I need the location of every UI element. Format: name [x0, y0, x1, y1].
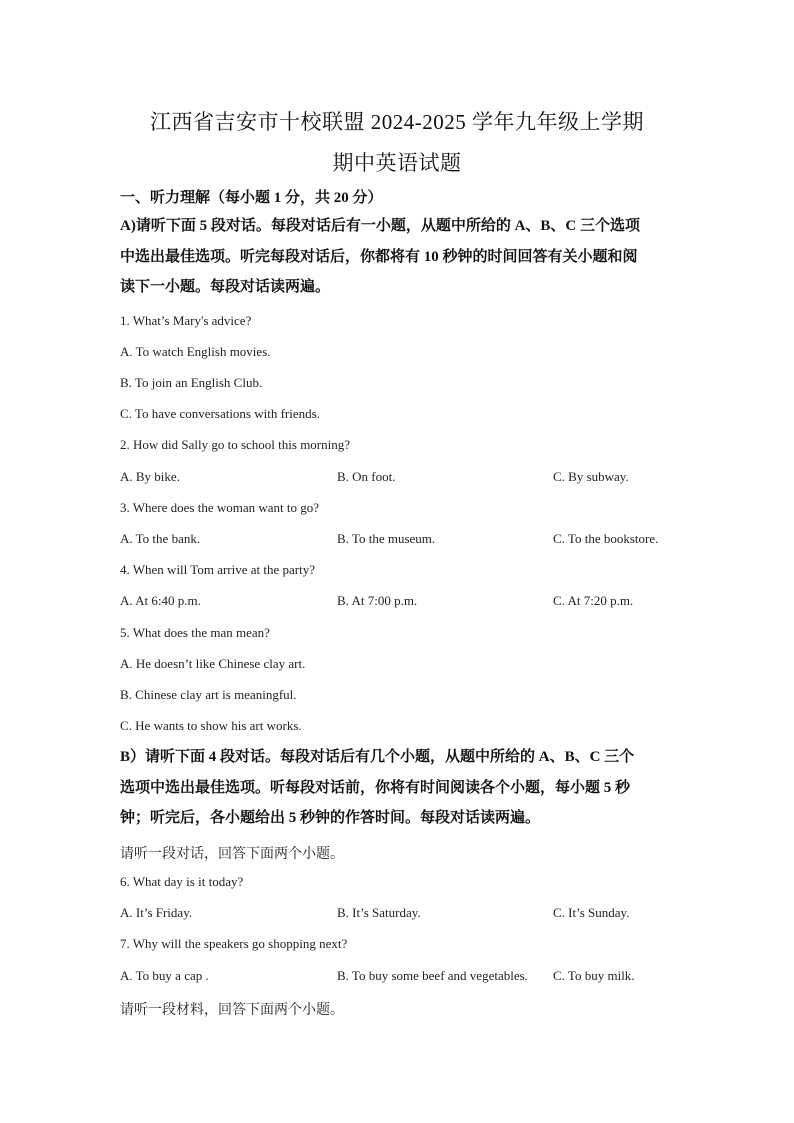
question-3-stem: 3. Where does the woman want to go?: [120, 500, 320, 515]
part-b-material-note-2: 请听一段材料，回答下面两个小题。: [120, 1003, 344, 1018]
question-2-option-a: A. By bike.: [120, 469, 180, 484]
part-b-instr-line1: B）请听下面 4 段对话。每段对话后有几个小题，从题中所给的 A、B、C 三个: [120, 749, 635, 765]
question-4-option-a: A. At 6:40 p.m.: [120, 593, 201, 608]
question-6-options: [0, 905, 794, 925]
part-a-instructions: [120, 211, 680, 303]
part-a-instr-line1: A)请听下面 5 段对话。每段对话后有一小题，从题中所给的 A、B、C 三个选项: [120, 218, 641, 234]
question-2-option-b: B. On foot.: [337, 469, 396, 484]
question-4-options: [0, 593, 794, 613]
question-4-option-b: B. At 7:00 p.m.: [337, 593, 418, 608]
question-7-option-b: B. To buy some beef and vegetables.: [337, 968, 528, 983]
part-b-dialogue-note-1: 请听一段对话，回答下面两个小题。: [120, 847, 344, 862]
question-3-option-b: B. To the museum.: [337, 531, 436, 546]
exam-title-line1: 江西省吉安市十校联盟 2024-2025 学年九年级上学期: [150, 110, 644, 134]
question-6-option-a: A. It’s Friday.: [120, 905, 193, 920]
question-1-option-a: A. To watch English movies.: [120, 344, 271, 359]
question-6-option-c: C. It’s Sunday.: [553, 905, 630, 920]
question-3-option-a: A. To the bank.: [120, 531, 201, 546]
question-1-option-c: C. To have conversations with friends.: [120, 406, 320, 421]
section-heading-listening: 一、听力理解（每小题 1 分，共 20 分）: [120, 190, 383, 206]
question-4-option-c: C. At 7:20 p.m.: [553, 593, 634, 608]
question-3-option-c: C. To the bookstore.: [553, 531, 659, 546]
part-b-instr-line3: 钟；听完后，各小题给出 5 秒钟的作答时间。每段对话读两遍。: [120, 810, 541, 826]
part-b-instructions: [120, 742, 680, 834]
question-5-stem: 5. What does the man mean?: [120, 625, 270, 640]
part-a-instr-line2: 中选出最佳选项。听完每段对话后，你都将有 10 秒钟的时间回答有关小题和阅: [120, 248, 638, 265]
part-a-instr-line3: 读下一小题。每段对话读两遍。: [120, 279, 331, 295]
question-2-options: [0, 469, 794, 489]
question-1-option-b: B. To join an English Club.: [120, 375, 263, 390]
question-7-options: [0, 968, 794, 988]
question-5-option-b: B. Chinese clay art is meaningful.: [120, 687, 297, 702]
question-3-options: [0, 531, 794, 551]
question-7-option-a: A. To buy a cap .: [120, 968, 209, 983]
exam-title-line2: 期中英语试题: [332, 151, 462, 175]
question-5-option-a: A. He doesn’t like Chinese clay art.: [120, 656, 306, 671]
question-6-stem: 6. What day is it today?: [120, 874, 244, 889]
question-7-option-c: C. To buy milk.: [553, 968, 635, 983]
question-5-option-c: C. He wants to show his art works.: [120, 718, 302, 733]
part-b-instr-line2: 选项中选出最佳选项。听每段对话前，你将有时间阅读各个小题，每小题 5 秒: [120, 779, 631, 796]
question-2-stem: 2. How did Sally go to school this morning?: [120, 437, 351, 452]
question-7-stem: 7. Why will the speakers go shopping next?: [120, 936, 348, 951]
question-6-option-b: B. It’s Saturday.: [337, 905, 421, 920]
question-2-option-c: C. By subway.: [553, 469, 629, 484]
question-1-stem: 1. What’s Mary's advice?: [120, 313, 252, 328]
question-4-stem: 4. When will Tom arrive at the party?: [120, 562, 315, 577]
